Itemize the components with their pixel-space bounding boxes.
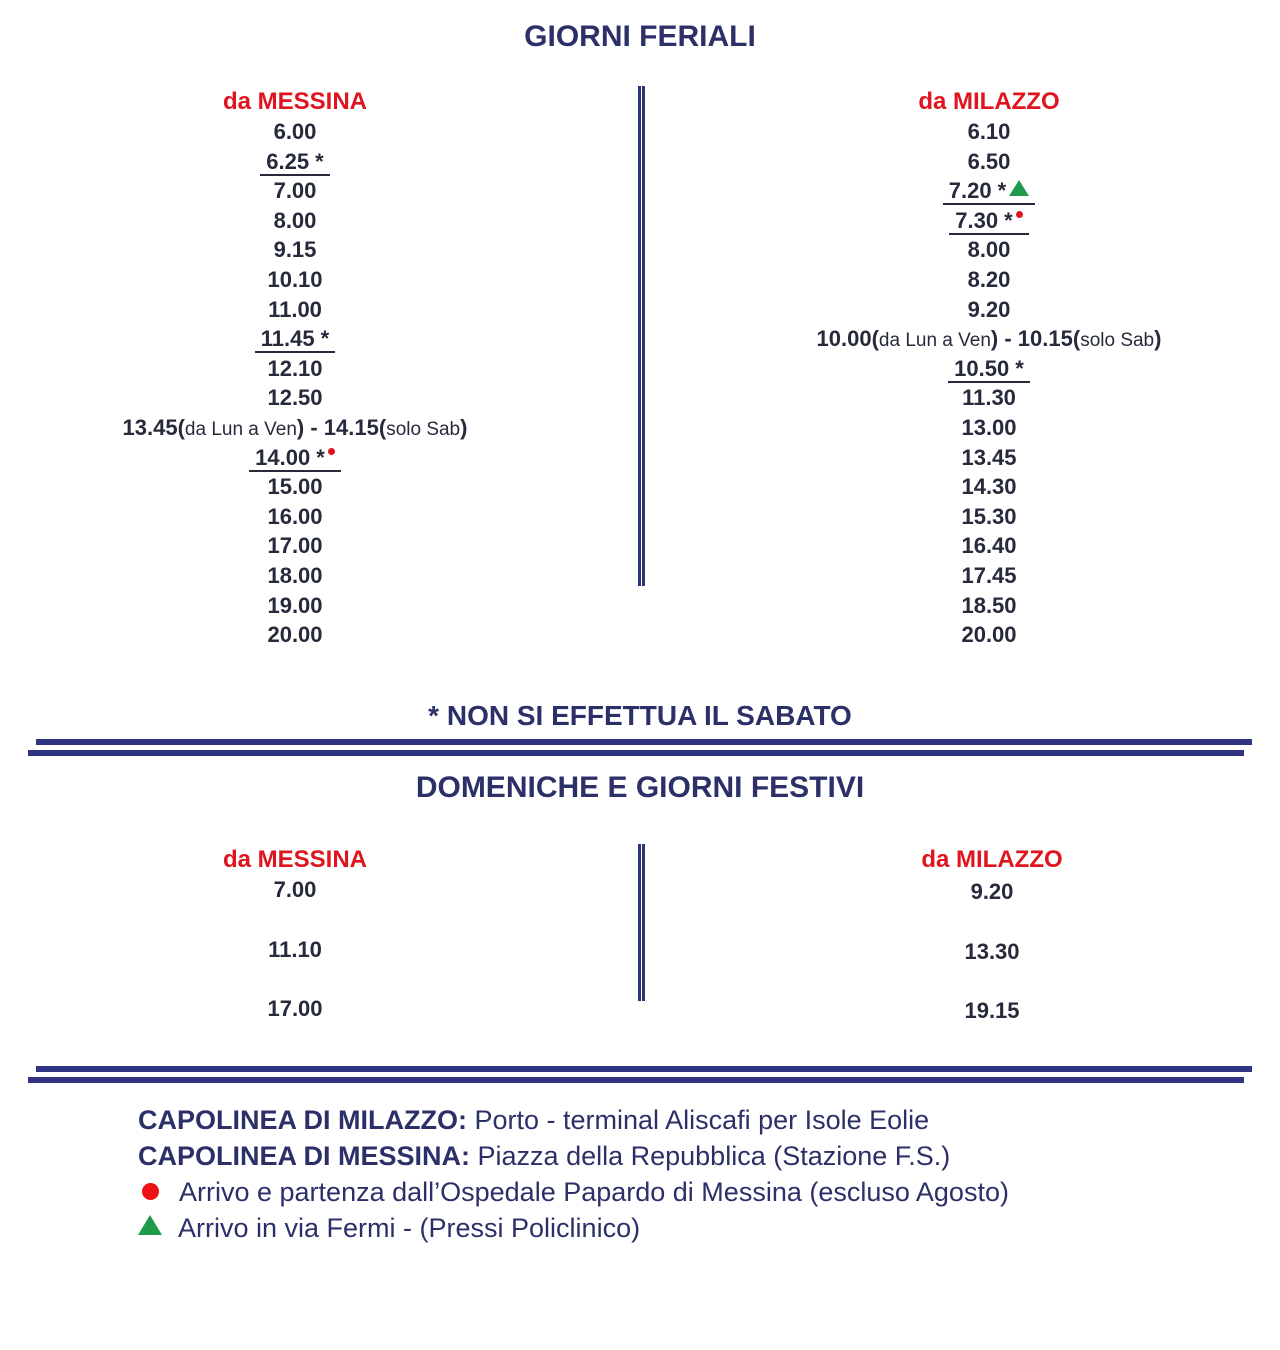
weekdays-title: GIORNI FERIALI — [524, 20, 756, 53]
departure-time-row — [759, 502, 1219, 532]
legend-milazzo-label: CAPOLINEA DI MILAZZO: — [138, 1105, 467, 1135]
departure-time-wrap — [274, 208, 317, 233]
from-milazzo-header: da MILAZZO — [918, 88, 1060, 115]
section-divider-top — [36, 739, 1252, 745]
departure-time: 14.00 * — [255, 444, 325, 470]
legend-milazzo-terminus — [138, 1102, 1009, 1138]
departure-time: 13.45 — [122, 414, 178, 440]
departure-time-wrap — [968, 267, 1011, 292]
departure-time-wrap — [961, 622, 1016, 647]
departure-time: 13.30 — [964, 938, 1020, 964]
legend-messina-text: Piazza della Repubblica (Stazione F.S.) — [477, 1141, 951, 1171]
departure-time: 16.00 — [267, 503, 323, 529]
departure-time: 7.00 — [273, 877, 317, 902]
departure-time: 15.30 — [961, 503, 1017, 529]
departure-time-wrap — [961, 593, 1016, 618]
departure-time: 10.50 * — [954, 355, 1024, 381]
departure-time-wrap — [267, 563, 322, 588]
departure-time-wrap — [968, 149, 1011, 174]
departure-time: 6.10 — [967, 119, 1011, 144]
departure-time-row — [65, 472, 525, 502]
departure-time: 19.00 — [267, 592, 323, 618]
departure-time: 17.00 — [267, 533, 323, 559]
departure-time: 8.00 — [967, 237, 1011, 263]
departure-time: 14.30 — [961, 474, 1017, 500]
departure-time-row — [65, 531, 525, 561]
departure-time-row — [759, 443, 1219, 473]
departure-time: 18.00 — [267, 562, 323, 588]
departure-time-wrap — [961, 533, 1016, 558]
departure-time-row — [759, 531, 1219, 561]
holidays-from-milazzo-column — [762, 845, 1222, 1056]
departure-time-row — [65, 206, 525, 236]
weekdays-messina-times — [65, 117, 525, 650]
departure-time: 20.00 — [267, 622, 323, 648]
departure-time-row — [65, 591, 525, 621]
departure-time: 11.30 — [962, 385, 1016, 411]
departure-time: 18.50 — [961, 592, 1017, 618]
departure-time-wrap — [267, 533, 322, 558]
departure-time-row — [65, 295, 525, 325]
departure-time-wrap — [255, 327, 336, 353]
red-dot-icon — [1016, 211, 1023, 218]
departure-time-wrap — [968, 119, 1011, 144]
departure-time-row — [65, 383, 525, 413]
departure-time-row — [759, 383, 1219, 413]
departure-time-row — [65, 443, 525, 473]
departure-time: 15.00 — [267, 474, 323, 500]
departure-time-wrap — [961, 504, 1016, 529]
legend-messina-terminus — [138, 1138, 1009, 1174]
departure-time-wrap — [962, 385, 1016, 410]
departure-time: 9.20 — [970, 879, 1014, 904]
departure-time: 12.10 — [267, 355, 323, 381]
departure-time: 11.00 — [268, 296, 322, 322]
departure-time-row — [759, 591, 1219, 621]
saturday-footnote: * NON SI EFFETTUA IL SABATO — [428, 700, 852, 731]
departure-time: 8.20 — [967, 266, 1011, 292]
red-dot-icon — [142, 1183, 159, 1200]
section-divider-bottom — [28, 750, 1244, 756]
departure-time-wrap — [267, 385, 322, 410]
legend-divider-top — [36, 1066, 1252, 1072]
departure-time-wrap — [961, 474, 1016, 499]
departure-time-wrap — [274, 178, 317, 203]
departure-time-wrap — [948, 357, 1030, 383]
departure-note: solo Sab — [386, 418, 461, 440]
departure-time: 10.10 — [267, 266, 323, 292]
departure-time-row — [65, 620, 525, 650]
departure-time: 12.50 — [267, 385, 323, 411]
departure-time: 8.00 — [273, 207, 317, 233]
departure-time-wrap — [274, 119, 317, 144]
departure-time-wrap — [267, 622, 322, 647]
legend-red-dot-row — [138, 1174, 1009, 1210]
departure-time-row — [759, 235, 1219, 265]
departure-time-wrap — [267, 267, 322, 292]
departure-time-row — [759, 561, 1219, 591]
departure-time: 11.45 * — [260, 326, 330, 352]
departure-time: 17.00 — [267, 996, 323, 1021]
from-messina-header: da MESSINA — [222, 88, 368, 115]
departure-time-row — [759, 354, 1219, 384]
departure-time-wrap — [961, 415, 1016, 440]
legend-messina-label: CAPOLINEA DI MESSINA: — [138, 1141, 471, 1171]
departure-time-row — [65, 117, 525, 147]
departure-time-wrap — [968, 297, 1011, 322]
departure-time: 20.00 — [961, 622, 1017, 648]
holidays-from-milazzo-header: da MILAZZO — [921, 846, 1063, 873]
departure-time-row — [65, 176, 525, 206]
departure-time: 7.00 — [273, 178, 317, 204]
departure-time: 10.00 — [816, 326, 872, 352]
holidays-title: DOMENICHE E GIORNI FESTIVI — [415, 771, 865, 804]
departure-time-row — [759, 176, 1219, 206]
legend — [138, 1102, 1009, 1246]
holidays-messina-times — [65, 875, 525, 1054]
departure-time-wrap — [267, 593, 322, 618]
departure-time-wrap — [961, 563, 1016, 588]
departure-time: 6.00 — [273, 119, 317, 144]
departure-time-wrap — [267, 504, 322, 529]
green-triangle-icon — [138, 1215, 162, 1235]
departure-time-row — [65, 147, 525, 177]
departure-time-row — [759, 147, 1219, 177]
holidays-from-messina-column — [65, 845, 525, 1054]
departure-time-wrap — [268, 297, 322, 322]
legend-green-triangle-text: Arrivo in via Fermi - (Pressi Policlinico) — [178, 1213, 641, 1243]
departure-time: 13.45 — [961, 444, 1017, 470]
column-divider — [638, 86, 645, 586]
departure-time: 10.15 — [1017, 326, 1073, 352]
departure-time-row — [759, 117, 1219, 147]
departure-time-wrap — [943, 179, 1036, 205]
weekdays-from-milazzo-column — [759, 87, 1219, 650]
departure-note: solo Sab — [1080, 330, 1155, 352]
departure-time-wrap — [274, 237, 317, 262]
departure-time: 7.30 * — [955, 207, 1013, 233]
departure-time: 9.20 — [967, 296, 1011, 322]
departure-time-wrap — [949, 209, 1029, 235]
departure-note: da Lun a Ven — [184, 418, 297, 440]
departure-time: 19.15 — [964, 998, 1020, 1023]
departure-time-row: 10.00(da Lun a Ven) - 10.15(solo Sab) — [816, 326, 1162, 352]
departure-time-row — [759, 472, 1219, 502]
departure-time: 7.20 * — [948, 178, 1007, 204]
departure-time-wrap — [968, 237, 1011, 262]
departure-time-row — [759, 413, 1219, 443]
departure-time-wrap — [961, 445, 1016, 470]
departure-time: 16.40 — [961, 533, 1017, 559]
departure-time-row — [759, 206, 1219, 236]
departure-time: 17.45 — [961, 562, 1017, 588]
departure-time-row — [65, 354, 525, 384]
departure-time-wrap — [260, 150, 330, 176]
departure-time-wrap — [267, 356, 322, 381]
departure-time-row — [65, 324, 525, 354]
departure-time-row — [65, 561, 525, 591]
departure-time-wrap — [249, 446, 341, 472]
departure-time: 6.25 * — [266, 148, 324, 174]
departure-time: 13.00 — [961, 414, 1017, 440]
departure-time-row — [65, 235, 525, 265]
weekdays-milazzo-times — [759, 117, 1219, 650]
departure-time: 11.10 — [268, 936, 322, 962]
departure-time-row — [65, 502, 525, 532]
departure-time-row — [759, 620, 1219, 650]
departure-note: da Lun a Ven — [878, 330, 991, 352]
departure-time-row: 13.45(da Lun a Ven) - 14.15(solo Sab) — [122, 414, 468, 440]
legend-divider-bottom — [28, 1077, 1244, 1083]
departure-time-row — [759, 265, 1219, 295]
legend-green-triangle-row — [138, 1210, 1009, 1246]
green-triangle-icon — [1009, 180, 1029, 196]
weekdays-from-messina-column — [65, 87, 525, 650]
holidays-from-messina-header: da MESSINA — [222, 846, 368, 873]
holidays-milazzo-times — [762, 875, 1222, 1056]
departure-time-wrap — [267, 474, 322, 499]
departure-time: 9.15 — [273, 237, 317, 263]
departure-time: 6.50 — [967, 148, 1011, 174]
departure-time: 14.15 — [323, 414, 379, 440]
legend-milazzo-text: Porto - terminal Aliscafi per Isole Eolie — [474, 1105, 930, 1135]
departure-time-row — [65, 265, 525, 295]
legend-red-dot-text: Arrivo e partenza dall’Ospedale Papardo di Messina (escluso Agosto) — [179, 1177, 1009, 1207]
departure-time-row — [759, 295, 1219, 325]
red-dot-icon — [328, 448, 335, 455]
holidays-column-divider — [638, 844, 645, 1001]
